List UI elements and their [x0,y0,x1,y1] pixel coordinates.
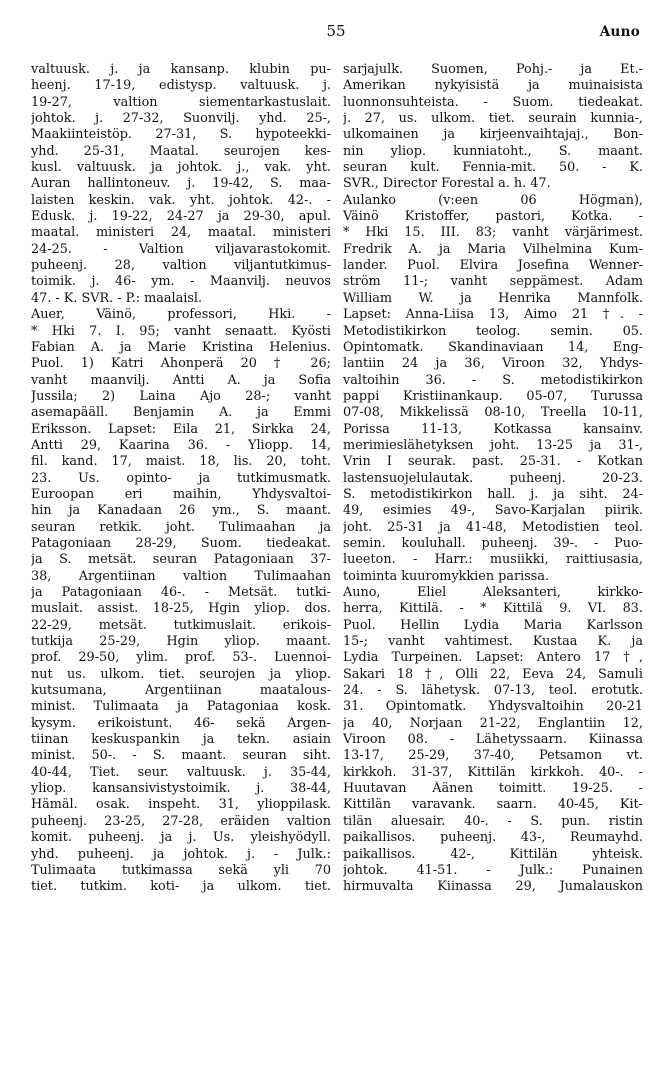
text-line: Fredrik A. ja Maria Vilhelmina Kum- [343,241,643,257]
text-line: 47. - K. SVR. - P.: maalaisl. [31,290,203,306]
text-line: Amerikan nykyisistä ja muinaisista [343,78,643,94]
text-line: valtuusk. j. ja kansanp. klubin pu- [31,62,331,77]
text-line: Edusk. j. 19-22, 24-27 ja 29-30, apul. [31,209,331,225]
text-line: johtok. j. 27-32, Suonvilj. yhd. 25-, [31,111,331,127]
text-line: laisten keskin. vak. yht. johtok. 42-. - [31,192,331,208]
text-line: lander. Puol. Elvira Josefina Wenner- [343,258,643,274]
text-line: Auer, Väinö, professori, Hki. - [31,307,331,323]
text-line: 38, Argentiinan valtion Tulimaahan [31,568,331,584]
text-line: luonnonsuhteista. - Suom. tiedeakat. [343,94,643,110]
text-line: maatal. ministeri 24, maatal. ministeri [31,225,331,241]
text-line: SVR., Director Forestal a. h. 47. [343,176,551,192]
text-line: Metodistikirkon teolog. semin. 05. [343,323,643,339]
text-line: Antti 29, Kaarina 36. - Yliopp. 14, [31,437,331,453]
text-line: vanht maanvilj. Antti A. ja Sofia [31,372,331,388]
text-line: johtok. 41-51. - Julk.: Punainen [343,862,643,878]
text-line: 19-27, valtion siementarkastuslait. [31,94,331,110]
text-line: Aulanko (v:een 06 Högman), [343,192,643,208]
text-line: kutsumana, Argentiinan maatalous- [31,683,331,699]
text-line: kusl. valtuusk. ja johtok. j., vak. yht. [31,160,331,176]
text-line: Jussila; 2) Laina Ajo 28-; vanht [31,388,331,404]
text-line: semin. kouluhall. puheenj. 39-. - Puo- [343,535,643,551]
text-line: 07-08, Mikkelissä 08-10, Treella 10-11, [343,405,643,421]
text-line: 49, esimies 49-, Savo-Karjalan piirik. [343,503,643,519]
text-line: Puol. 1) Katri Ahonperä 20 † 26; [31,356,331,372]
text-line: toiminta kuuromykkien parissa. [343,568,550,584]
text-line: yhd. 25-31, Maatal. seurojen kes- [31,143,331,159]
text-line: Fabian A. ja Marie Kristina Helenius. [31,339,331,355]
text-line: ulkomainen ja kirjeenvaihtajaj., Bon- [343,127,643,143]
text-line: S. metodistikirkon hall. j. ja siht. 24- [343,486,643,502]
text-line: 22-29, metsät. tutkimuslait. erikois- [31,617,331,633]
text-line: tutkija 25-29, Hgin yliop. maant. [31,634,331,650]
text-line: heenj. 17-19, edistysp. valtuusk. j. [31,78,331,94]
text-line: nut us. ulkom. tiet. seurojen ja yliop. [31,666,331,682]
text-line: * Hki 7. I. 95; vanht senaatt. Kyösti [31,323,331,339]
text-line: muslait. assist. 18-25, Hgin yliop. dos. [31,601,331,617]
text-line: prof. 29-50, ylim. prof. 53-. Luennoi- [31,650,331,666]
text-line: yliop. kansansivistystoimik. j. 38-44, [31,781,331,797]
text-line: fil. kand. 17, maist. 18, lis. 20, toht. [31,454,331,470]
text-line: 13-17, 25-29, 37-40, Petsamon vt. [343,748,643,764]
text-line: lastensuojelulautak. puheenj. 20-23. [343,470,643,486]
text-line: Väinö Kristoffer, pastori, Kotka. - [343,209,643,225]
text-line: hirmuvalta Kiinassa 29, Jumalauskon [343,879,643,895]
page-number: 55 [326,22,346,40]
text-line: paikallisos. puheenj. 43-, Reumayhd. [343,830,643,846]
text-line: Eriksson. Lapset: Eila 21, Sirkka 24, [31,421,331,437]
left-column [31,62,331,896]
text-line: Opintomatk. Skandinaviaan 14, Eng- [343,339,643,355]
text-line: merimieslähetyksen joht. 13-25 ja 31-, [343,437,643,453]
text-line: 24. - S. lähetysk. 07-13, teol. erotutk. [343,683,643,699]
text-line: hin ja Kanadaan 26 ym., S. maant. [31,503,331,519]
text-line: sarjajulk. Suomen, Pohj.- ja Et.- [343,62,643,77]
text-line: minist. Tulimaata ja Patagoniaa kosk. [31,699,331,715]
text-line: lantiin 24 ja 36, Viroon 32, Yhdys- [343,356,643,372]
text-line: Patagoniaan 28-29, Suom. tiedeakat. [31,535,331,551]
text-line: tilän aluesair. 40-. - S. pun. ristin [343,813,643,829]
text-line: herra, Kittilä. - * Kittilä 9. VI. 83. [343,601,643,617]
text-line: Euroopan eri maihin, Yhdysvaltoi- [31,486,331,502]
text-line: tiinan keskuspankin ja tekn. asiain [31,732,331,748]
text-line: ja S. metsät. seuran Patagoniaan 37- [31,552,331,568]
text-line: ja 40, Norjaan 21-22, Englantiin 12, [343,715,643,731]
text-line: 15-; vanht vahtimest. Kustaa K. ja [343,634,643,650]
text-line: nin yliop. kunniatoht., S. maant. [343,143,643,159]
text-line: seuran kult. Fennia-mit. 50. - K. [343,160,643,176]
text-line: Vrin I seurak. past. 25-31. - Kotkan [343,454,643,470]
text-line: kirkkoh. 31-37, Kittilän kirkkoh. 40-. - [343,764,643,780]
running-head: Auno [599,24,640,40]
text-line: 24-25. - Valtion viljavarastokomit. [31,241,331,257]
text-line: yhd. puheenj. ja johtok. j. - Julk.: [31,846,331,862]
text-line: puheenj. 28, valtion viljantutkimus- [31,258,331,274]
text-line: seuran retkik. joht. Tulimaahan ja [31,519,331,535]
text-line: minist. 50-. - S. maant. seuran siht. [31,748,331,764]
text-line: ström 11-; vanht seppämest. Adam [343,274,643,290]
text-line: Lydia Turpeinen. Lapset: Antero 17 †, [343,650,643,666]
text-line: Huutavan Äänen toimitt. 19-25. - [343,781,643,797]
text-line: komit. puheenj. ja j. Us. yleishyödyll. [31,830,331,846]
text-line: Tulimaata tutkimassa sekä yli 70 [31,862,331,878]
text-line: Viroon 08. - Lähetyssaarn. Kiinassa [343,732,643,748]
text-line: kysym. erikoistunt. 46- sekä Argen- [31,715,331,731]
text-line: puheenj. 23-25, 27-28, eräiden valtion [31,813,331,829]
text-line: Lapset: Anna-Liisa 13, Aimo 21 †. - [343,307,643,323]
text-line: Hämäl. osak. inspeht. 31, ylioppilask. [31,797,331,813]
text-line: ja Patagoniaan 46-. - Metsät. tutki- [31,585,331,600]
text-line: toimik. j. 46- ym. - Maanvilj. neuvos [31,274,331,290]
text-line: pappi Kristiinankaup. 05-07, Turussa [343,388,643,404]
text-line: paikallisos. 42-, Kittilän yhteisk. [343,846,643,862]
text-line: tiet. tutkim. koti- ja ulkom. tiet. [31,879,331,895]
text-line: joht. 25-31 ja 41-48, Metodistien teol. [343,519,643,535]
text-line: Auno, Eliel Aleksanteri, kirkko- [343,585,643,600]
text-line: 31. Opintomatk. Yhdysvaltoihin 20-21 [343,699,643,715]
text-line: Maakiinteistöp. 27-31, S. hypoteekki- [31,127,331,143]
text-line: Porissa 11-13, Kotkassa kansainv. [343,421,643,437]
text-line: William W. ja Henrika Mannfolk. [343,290,643,306]
text-line: valtoihin 36. - S. metodistikirkon [343,372,643,388]
text-line: Kittilän varavank. saarn. 40-45, Kit- [343,797,643,813]
text-line: * Hki 15. III. 83; vanht värjärimest. [343,225,643,241]
text-line: Puol. Hellin Lydia Maria Karlsson [343,617,643,633]
text-line: 40-44, Tiet. seur. valtuusk. j. 35-44, [31,764,331,780]
text-line: Auran hallintoneuv. j. 19-42, S. maa- [31,176,331,192]
text-line: Sakari 18 †, Olli 22, Eeva 24, Samuli [343,666,643,682]
text-line: asemapääll. Benjamin A. ja Emmi [31,405,331,421]
right-column [343,62,643,896]
page-header [0,20,672,46]
text-line: lueeton. - Harr.: musiikki, raittiusasia, [343,552,643,568]
text-line: 23. Us. opinto- ja tutkimusmatk. [31,470,331,486]
text-line: j. 27, us. ulkom. tiet. seurain kunnia-, [343,111,643,127]
